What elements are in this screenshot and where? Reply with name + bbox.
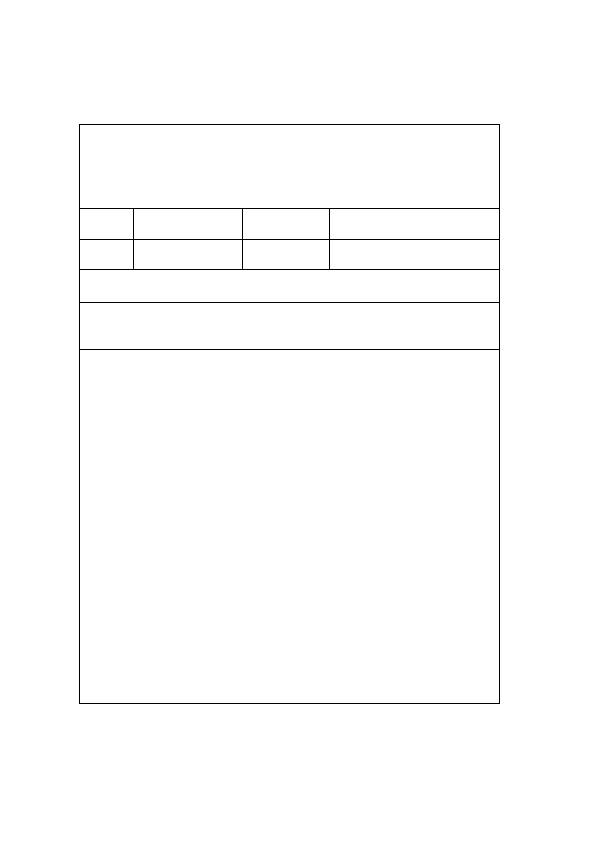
divider [79, 269, 500, 270]
divider [79, 208, 500, 209]
divider [79, 239, 500, 240]
divider [79, 302, 500, 303]
divider [133, 208, 134, 269]
divider [242, 208, 243, 269]
form-frame [79, 124, 500, 704]
divider [79, 349, 500, 350]
divider [329, 208, 330, 269]
